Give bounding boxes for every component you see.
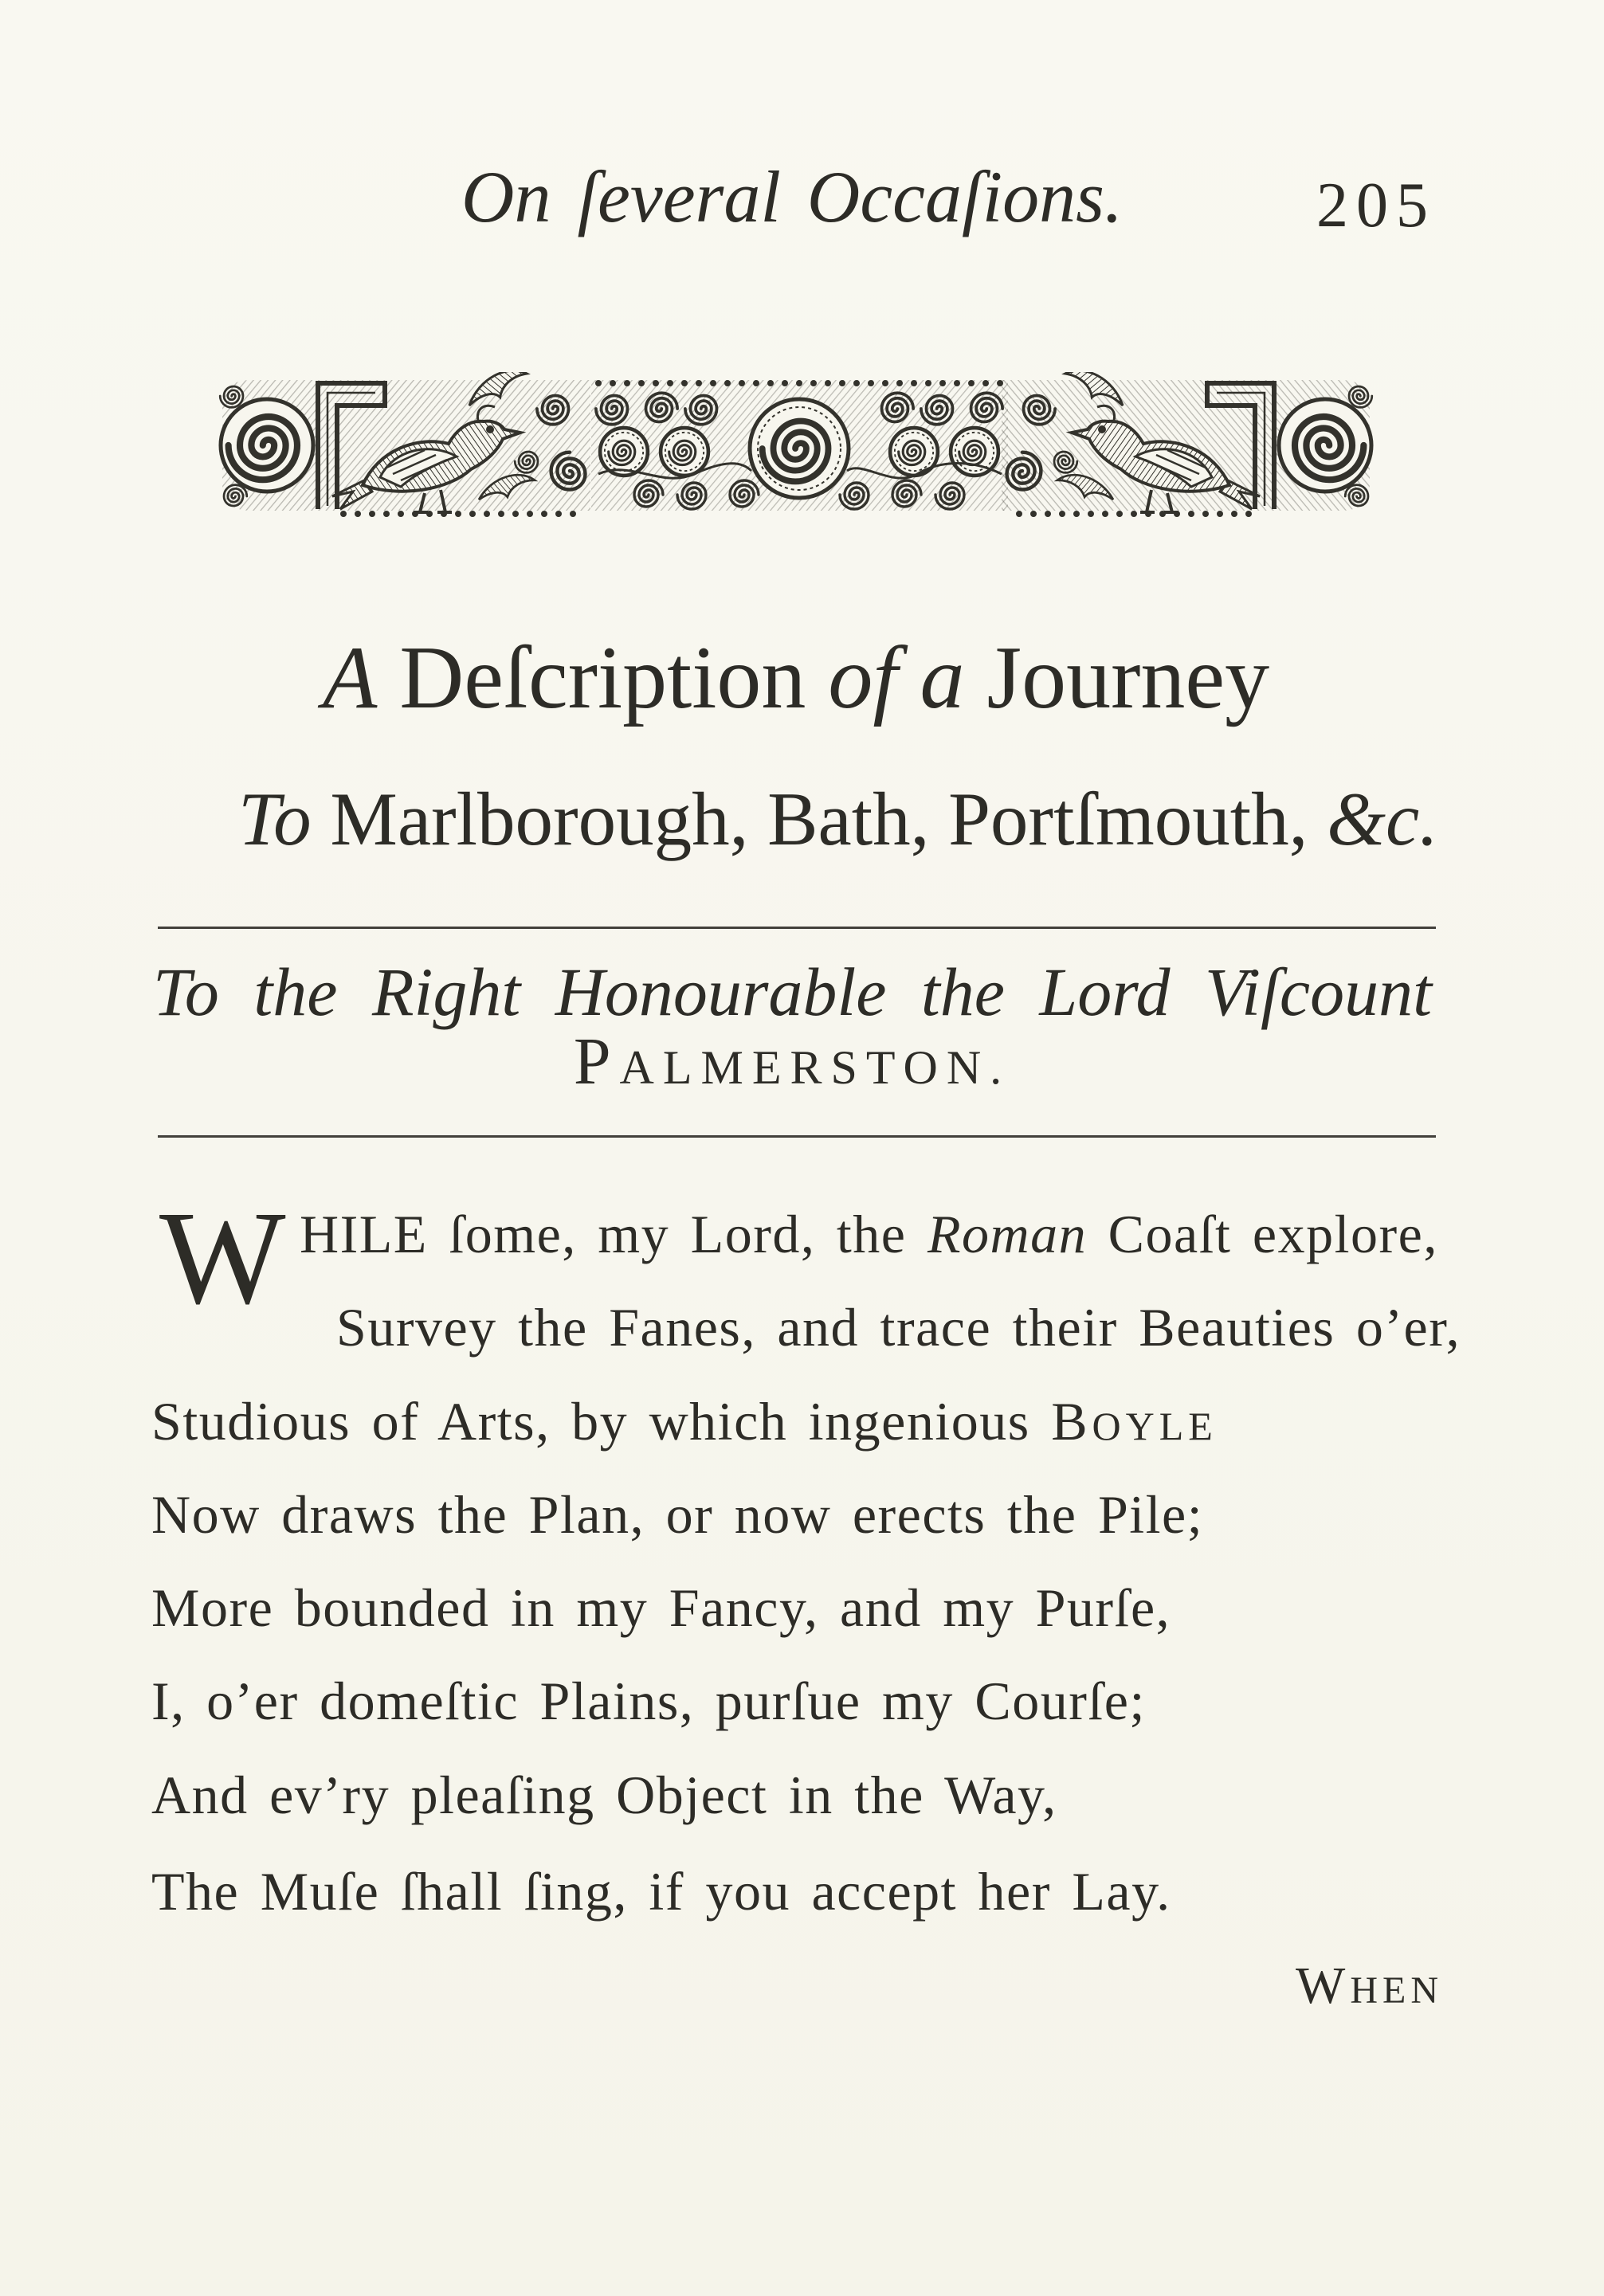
drop-cap: W [159,1184,286,1332]
title-line-2 [238,771,1438,867]
dedication-addressee: To the Right Honourable the Lord Viſcount [153,954,1432,1030]
title-subject: Deſcription [399,629,806,727]
verse-line-4 [151,1475,1203,1554]
verse-text: And ev’ry pleaſing Object in the Way, [151,1765,1057,1825]
running-head-title: On ſeveral Occaſions. [461,156,1123,237]
ornament-center-scrollwork [591,380,1008,511]
dedication-name: PALMERSTON. [573,1025,1011,1099]
horizontal-rule-bottom [158,1135,1436,1138]
verse-text: Studious of Arts, by which ingenious [151,1391,1030,1452]
verse-line-6 [151,1661,1146,1741]
verse-line-8 [151,1851,1171,1931]
title-object: Journey [986,629,1270,727]
verse-text: HILE ſome, my Lord, the [300,1204,907,1264]
verse-text: Coaſt explore, [1108,1204,1438,1264]
title-article: A [322,629,378,727]
title-places: Marlborough, Bath, Portſmouth, [330,777,1308,861]
title-to: To [238,777,312,861]
verse-text: Now draws the Plan, or now erects the Pile; [151,1484,1204,1545]
page-number: 205 [1316,170,1436,241]
headpiece-ornament-icon [216,372,1376,519]
ornament-right-panel [1002,372,1372,514]
verse-text: More bounded in my Fancy, and my Purſe, [151,1577,1171,1638]
verse-text: I, o’er domeſtic Plains, purſue my Courſe; [151,1671,1146,1731]
verse-line-1 [300,1194,1438,1274]
verse-line-2 [336,1287,1461,1367]
verse-line-5 [151,1568,1171,1648]
verse-text: Survey the Fanes, and trace their Beauties o’er, [336,1297,1461,1358]
horizontal-rule-top [158,927,1436,929]
verse-line-3 [151,1381,1218,1466]
verse-italic-word: Roman [927,1204,1088,1264]
verse-small-caps-name: BOYLE [1051,1391,1218,1452]
catchword: WHEN [1296,1957,1443,2015]
verse-line-7 [151,1755,1057,1835]
ornament-left-panel [220,372,590,514]
title-line-1 [238,622,1354,734]
title-etc: &c. [1327,777,1438,861]
title-preposition: of a [828,629,965,727]
verse-text: The Muſe ſhall ſing, if you accept her Lay. [151,1861,1171,1922]
